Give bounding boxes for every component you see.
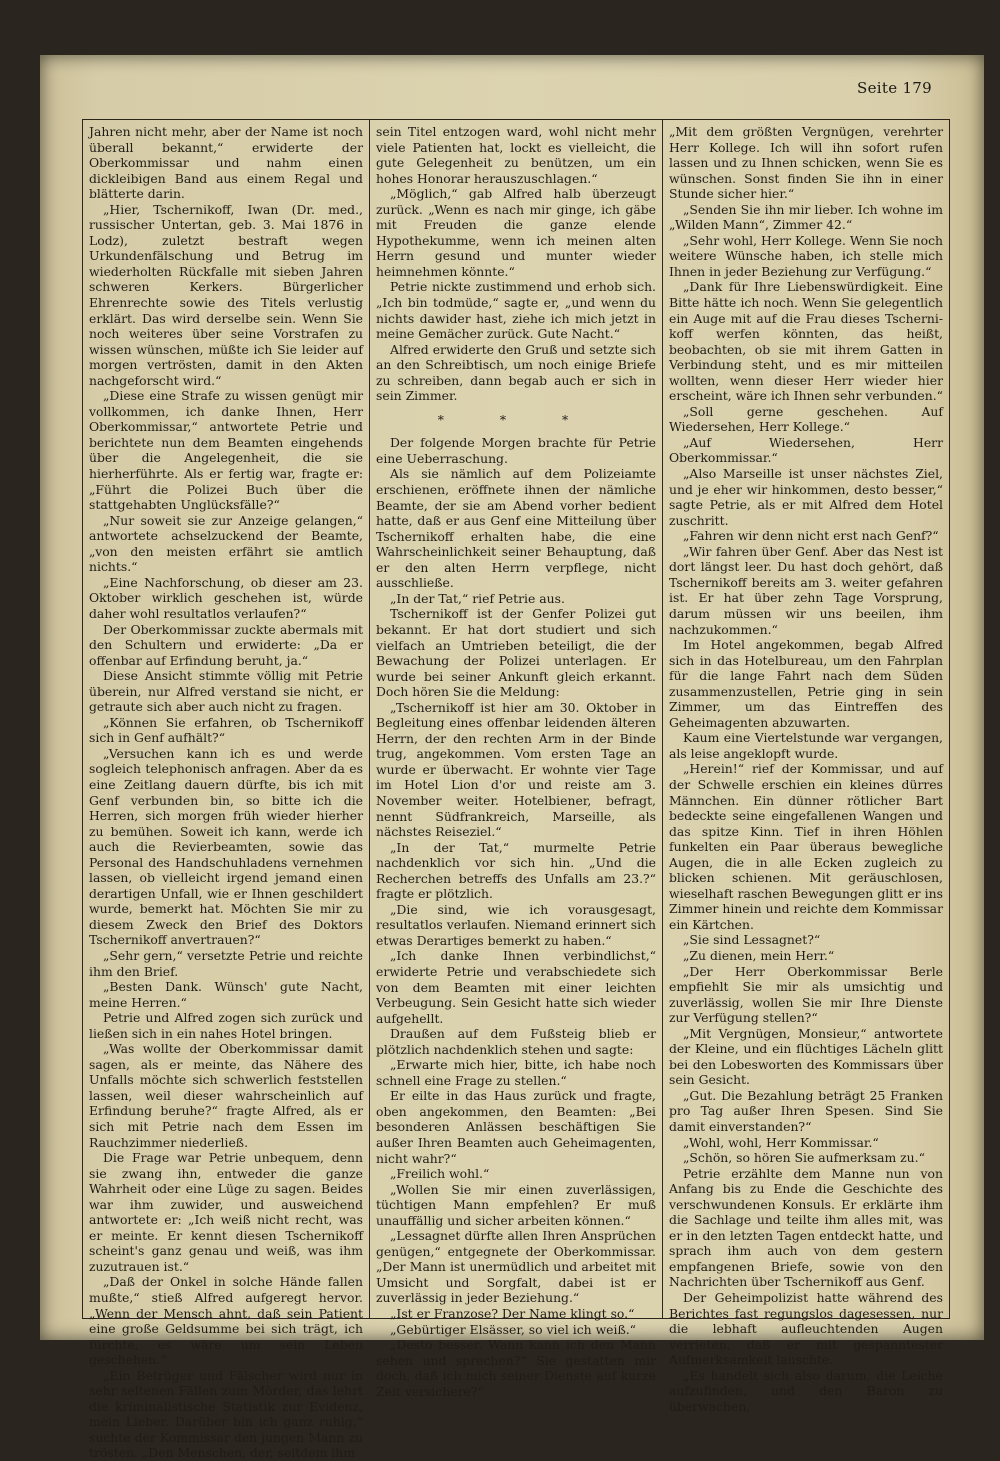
paragraph: „Fahren wir denn nicht erst nach Genf?“ [683, 528, 939, 544]
paragraph: „Also Marseille ist unser nächstes Ziel, und je eher wir hinkommen, desto besser,“ sagte Petrie, als er mit Alfred dem Hotel zuschritt. [669, 466, 943, 528]
paragraph: Draußen auf dem Fußsteig blieb er plötzlich nachdenklich stehen und sagte: [376, 1026, 656, 1057]
paragraph: „Soll gerne geschehen. Auf Wiedersehen, Herr Kollege.“ [669, 403, 943, 435]
paragraph: „Ich danke Ihnen verbindlichst,“ erwiderte Petrie und verabschiedete sich von dem Beamten mit einer leichten Verbeugung. Sein Gesicht hatte sich wieder aufgehellt. [376, 948, 656, 1026]
paragraph: „Sie sind Lessagnet?“ [683, 932, 821, 948]
paragraph: „Besten Dank. Wünsch' gute Nacht, meine Herren.“ [89, 979, 363, 1010]
column-3 [663, 120, 949, 1414]
page-number: Seite 179 [857, 79, 932, 97]
column-1 [83, 120, 370, 1461]
paragraph: Petrie und Alfred zogen sich zurück und ließen sich in ein nahes Hotel bringen. [89, 1010, 363, 1041]
paragraph: Jahren nicht mehr, aber der Name ist noch überall bekannt,“ erwiderte der Oberkommissar und nahm einen dickleibigen Band aus einem Regal und blätterte darin. [89, 124, 363, 202]
paragraph: sein Titel entzogen ward, wohl nicht mehr viele Patienten hat, lockt es vielleicht, die gute Gelegenheit zu benützen, um ein hohes Honorar herauszuschlagen.“ [376, 124, 656, 186]
paragraph: Diese Ansicht stimmte völlig mit Petrie überein, nur Alfred verstand sie nicht, er getraute sich aber auch nicht zu fragen. [89, 668, 363, 715]
paragraph: „In der Tat,“ murmelte Petrie nachdenklich vor sich hin. „Und die Recherchen betreffs des Unfalls am 23.?“ fragte er plötzlich. [376, 839, 656, 902]
paragraph: „In der Tat,“ rief Petrie aus. [390, 590, 565, 606]
paragraph: Die Frage war Petrie unbequem, denn sie zwang ihn, entweder die ganze Wahrheit oder eine Lüge zu sagen. Beides war ihm zuwider, und ausweichend antwortete er: „Ich weiß nicht recht, was er meinte. Er kennt diesen Tschernikoff scheint's ganz genau und weiß, was ihm zuzutrauen ist.“ [89, 1150, 363, 1274]
paragraph: „Sehr gern,“ versetzte Petrie und reichte ihm den Brief. [89, 947, 363, 979]
paragraph: „Dank für Ihre Liebenswürdigkeit. Eine Bitte hätte ich noch. Wenn Sie gelegentlich ein Auge mit auf die Frau dieses Tschernikoff werfen könnten, das heißt, beobachten, ob sie mit ihrem Gatten in Verbindung steht, und es mir mitteilen wollten, wenn dieser Herr wieder hier erscheint, wäre ich Ihnen sehr verbunden.“ [669, 279, 943, 404]
paragraph: „Daß der Onkel in solche Hände fallen mußte,“ stieß Alfred aufgeregt hervor. „Wenn der Mensch ahnt, daß sein Patient eine große Geldsumme bei sich trägt, ich fürchte, es wäre um sein Leben geschehen.“ [89, 1274, 363, 1368]
paragraph: „Zu dienen, mein Herr.“ [683, 947, 835, 963]
section-separator: * * * [437, 411, 595, 427]
paragraph: „Gut. Die Bezahlung beträgt 25 Franken pro Tag außer Ihren Spesen. Sind Sie damit einverstanden?“ [669, 1087, 943, 1134]
column-2 [370, 120, 663, 1399]
paragraph: Petrie nickte zustimmend und erhob sich. „Ich bin todmüde,“ sagte er, „und wenn du nichts dawider hast, ziehe ich mich jetzt in meine Gemächer zurück. Gute Nacht.“ [376, 279, 656, 342]
paragraph: „Auf Wiedersehen, Herr Oberkommissar.“ [669, 434, 943, 466]
paragraph: „Hier, Tschernikoff, Iwan (Dr. med., russischer Untertan, geb. 3. Mai 1876 in Lodz), zuletzt bestraft wegen Urkundenfälschung und Betrug im wiederholten Rückfalle mit sieben Jahren schweren Kerkers. Bürgerlicher Ehrenrechte sowie des Titels verlustig erklärt. Das wird derselbe sein. Wenn Sie noch weiteres über seine Vorstrafen zu wissen wünschen, müßte ich Sie leider auf morgen vertrösten, damit in den Akten nachgeforscht wird.“ [89, 201, 363, 388]
text-frame [82, 119, 950, 1461]
paragraph: Der Oberkommissar zuckte abermals mit den Schultern und erwiderte: „Da er offenbar auf Erfindung beruht, ja.“ [89, 621, 363, 668]
paragraph: „Die sind, wie ich vorausgesagt, resultatlos verlaufen. Niemand erinnert sich etwas Derartiges bemerkt zu haben.“ [376, 901, 656, 948]
paragraph: „Senden Sie ihn mir lieber. Ich wohne im „Wilden Mann“, Zimmer 42.“ [669, 201, 943, 233]
paragraph: „Es handelt sich also darum, die Leiche aufzufinden, und den Baron zu überwachen, [669, 1367, 943, 1414]
paragraph: „Wohl, wohl, Herr Kommissar.“ [683, 1134, 879, 1150]
paragraph: „Herein!“ rief der Kommissar, und auf der Schwelle erschien ein kleines dürres Männchen. Ein dünner rötlicher Bart bedeckte seine eingefallenen Wangen und das spitze Kinn. Tief in ihren Höhlen funkelten ein Paar überaus bewegliche Augen, die in alle Ecken zugleich zu blicken schienen. Mit geräuschlosen, wieselhaft raschen Bewegungen glitt er ins Zimmer hinein und reichte dem Kommissar ein Kärtchen. [669, 761, 943, 932]
paragraph: „Lessagnet dürfte allen Ihren Ansprüchen genügen,“ entgegnete der Oberkommissar. „Der Mann ist unermüdlich und arbeitet mit Umsicht und Sorgfalt, dabei ist er zuverlässig in jeder Beziehung.“ [376, 1228, 656, 1306]
paragraph: Petrie erzählte dem Manne nun von Anfang bis zu Ende die Geschichte des verschwundenen Konsuls. Er erklärte ihm die Sachlage und teilte ihm alles mit, was er in den letzten Tagen entdeckt hatte, und sprach ihm auch von dem gestern empfangenen Briefe, sowie von den Nachrichten über Tschernikoff aus Genf. [669, 1165, 943, 1290]
paragraph: „Tschernikoff ist hier am 30. Oktober in Begleitung eines offenbar leidenden älteren Herrn, der den rechten Arm in der Binde trug, angekommen. Vom ersten Tage an wurde er überwacht. Er wohnte vier Tage im Hotel Lion d'or und reiste am 3. November weiter. Hotelbiener, befragt, nennt Südfrankreich, Marseille, als nächstes Reiseziel.“ [376, 699, 656, 840]
paragraph: „Diese eine Strafe zu wissen genügt mir vollkommen, ich danke Ihnen, Herr Oberkommissar,“ antwortete Petrie und berichtete nun dem Beamten eingehends über die Angelegenheit, die sie hierherführte. Als er fertig war, fragte er: „Führt die Polizei Buch über die stattgehabten Unglücksfälle?“ [89, 388, 363, 513]
paragraph: „Möglich,“ gab Alfred halb überzeugt zurück. „Wenn es nach mir ginge, ich gäbe mit Freuden die ganze elende Hypothekumme, wenn ich meinen alten Herrn gesund und munter wieder heimnehmen könnte.“ [376, 186, 656, 279]
paragraph: Tschernikoff ist der Genfer Polizei gut bekannt. Er hat dort studiert und sich vielfach an Umtrieben beteiligt, die der Bewachung der Polizei unterlagen. Er wurde bei seiner Ankunft gleich erkannt. Doch hören Sie die Meldung: [376, 606, 656, 700]
paragraph: Der folgende Morgen brachte für Petrie eine Ueberraschung. [376, 435, 656, 466]
paragraph: „Sehr wohl, Herr Kollege. Wenn Sie noch weitere Wünsche haben, ich stelle mich Ihnen in jeder Beziehung zur Verfügung.“ [669, 232, 943, 279]
paragraph: „Nur soweit sie zur Anzeige gelangen,“ antwortete achselzuckend der Beamte, „von den meisten erfährt sie amtlich nichts.“ [89, 512, 363, 575]
paragraph: „Erwarte mich hier, bitte, ich habe noch schnell eine Frage zu stellen.“ [376, 1057, 656, 1088]
paragraph: „Ein Betrüger und Fälscher wird nur in sehr seltenen Fällen zum Mörder, das lehrt die kriminalistische Statistik zur Evidenz, mein Lieber. Darüber bin ich ganz ruhig,“ suchte der Kommissar den jungen Mann zu trösten. „Den Menschen, der, seitdem ihm [89, 1367, 363, 1461]
paragraph: Kaum eine Viertelstunde war vergangen, als leise angeklopft wurde. [669, 730, 943, 761]
paragraph: „Schön, so hören Sie aufmerksam zu.“ [683, 1150, 925, 1166]
paragraph: „Der Herr Oberkommissar Berle empfiehlt Sie mir als umsichtig und zuverlässig, wollen Sie mir Ihre Dienste zur Verfügung stellen?“ [669, 963, 943, 1026]
paragraph: Der Geheimpolizist hatte während des Berichtes fast regungslos dagesessen, nur die lebhaft aufleuchtenden Augen verrieten, daß er mit gespanntester Aufmerksamkeit lauschte. [669, 1290, 943, 1368]
paragraph: „Mit Vergnügen, Monsieur,“ antwortete der Kleine, und ein flüchtiges Lächeln glitt bei den Lobesworten des Kommissars über sein Gesicht. [669, 1025, 943, 1088]
paragraph: „Wollen Sie mir einen zuverlässigen, tüchtigen Mann empfehlen? Er muß unauffällig und sicher arbeiten können.“ [376, 1181, 656, 1228]
paragraph: „Ist er Franzose? Der Name klingt so.“ [390, 1306, 635, 1322]
paragraph: „Desto besser. Wann kann ich den Mann sehen und sprechen?“ Sie gestatten mir doch, daß ich mich seiner Dienste auf kurze Zeit versichere?“ [376, 1337, 656, 1399]
paragraph: „Können Sie erfahren, ob Tschernikoff sich in Genf aufhält?“ [89, 714, 363, 746]
paragraph: Im Hotel angekommen, begab Alfred sich in das Hotelbureau, um den Fahrplan für die lange Fahrt nach dem Süden zusammenzustellen, Petrie ging in sein Zimmer, um das Eintreffen des Geheimagenten abzuwarten. [669, 637, 943, 730]
paragraph: Alfred erwiderte den Gruß und setzte sich an den Schreibtisch, um noch einige Briefe zu schreiben, dann begab auch er sich in sein Zimmer. [376, 341, 656, 404]
paragraph: Als sie nämlich auf dem Polizeiamte erschienen, eröffnete ihnen der nämliche Beamte, der sie am Abend vorher bedient hatte, daß er aus Genf eine Mitteilung über Tschernikoff erhalten habe, die eine Wahrscheinlichkeit seiner Behauptung, daß er den alten Herrn verpflege, nicht ausschließe. [376, 466, 656, 591]
paragraph: „Freilich wohl.“ [390, 1166, 490, 1182]
paragraph: „Mit dem größten Vergnügen, verehrter Herr Kollege. Ich will ihn sofort rufen lassen und zu Ihnen schicken, wenn Sie es wünschen. Sonst finden Sie ihn in einer Stunde sicher hier.“ [669, 124, 943, 202]
paragraph: „Versuchen kann ich es und werde sogleich telephonisch anfragen. Aber da es eine Zeitlang dauern dürfte, bis ich mit Genf verbunden bin, so bitte ich die Herren, sich morgen früh wieder hierher zu bemühen. Soweit ich kann, werde ich auch die Revierbeamten, sowie das Personal des Handschuhladens vernehmen lassen, ob vielleicht irgend jemand einen derartigen Unfall, wie er Ihnen geschildert wurde, bemerkt hat. Möchten Sie mir zu diesem Zweck den Brief des Doktors Tschernikoff anvertrauen?“ [89, 745, 363, 948]
paragraph: Er eilte in das Haus zurück und fragte, oben angekommen, den Beamten: „Bei besonderen Anlässen beschäftigen Sie außer Ihren Beamten auch Geheimagenten, nicht wahr?“ [376, 1088, 656, 1166]
paragraph: „Eine Nachforschung, ob dieser am 23. Oktober wirklich geschehen ist, würde daher wohl resultatlos verlaufen?“ [89, 574, 363, 621]
book-page [40, 55, 984, 1461]
paragraph: „Was wollte der Oberkommissar damit sagen, als er meinte, das Nähere des Unfalls möchte sich schwerlich feststellen lassen, weil dieser wahrscheinlich auf Erfindung beruhe?“ fragte Alfred, als er sich mit Petrie nach dem Essen im Rauchzimmer niederließ. [89, 1041, 363, 1150]
paragraph: „Wir fahren über Genf. Aber das Nest ist dort längst leer. Du hast doch gehört, daß Tschernikoff bereits am 3. weiter gefahren ist. Er hat über zehn Tage Vorsprung, darum müssen wir uns beeilen, ihm nachzukommen.“ [669, 543, 943, 637]
paragraph: „Gebürtiger Elsässer, so viel ich weiß.“ [390, 1321, 637, 1337]
